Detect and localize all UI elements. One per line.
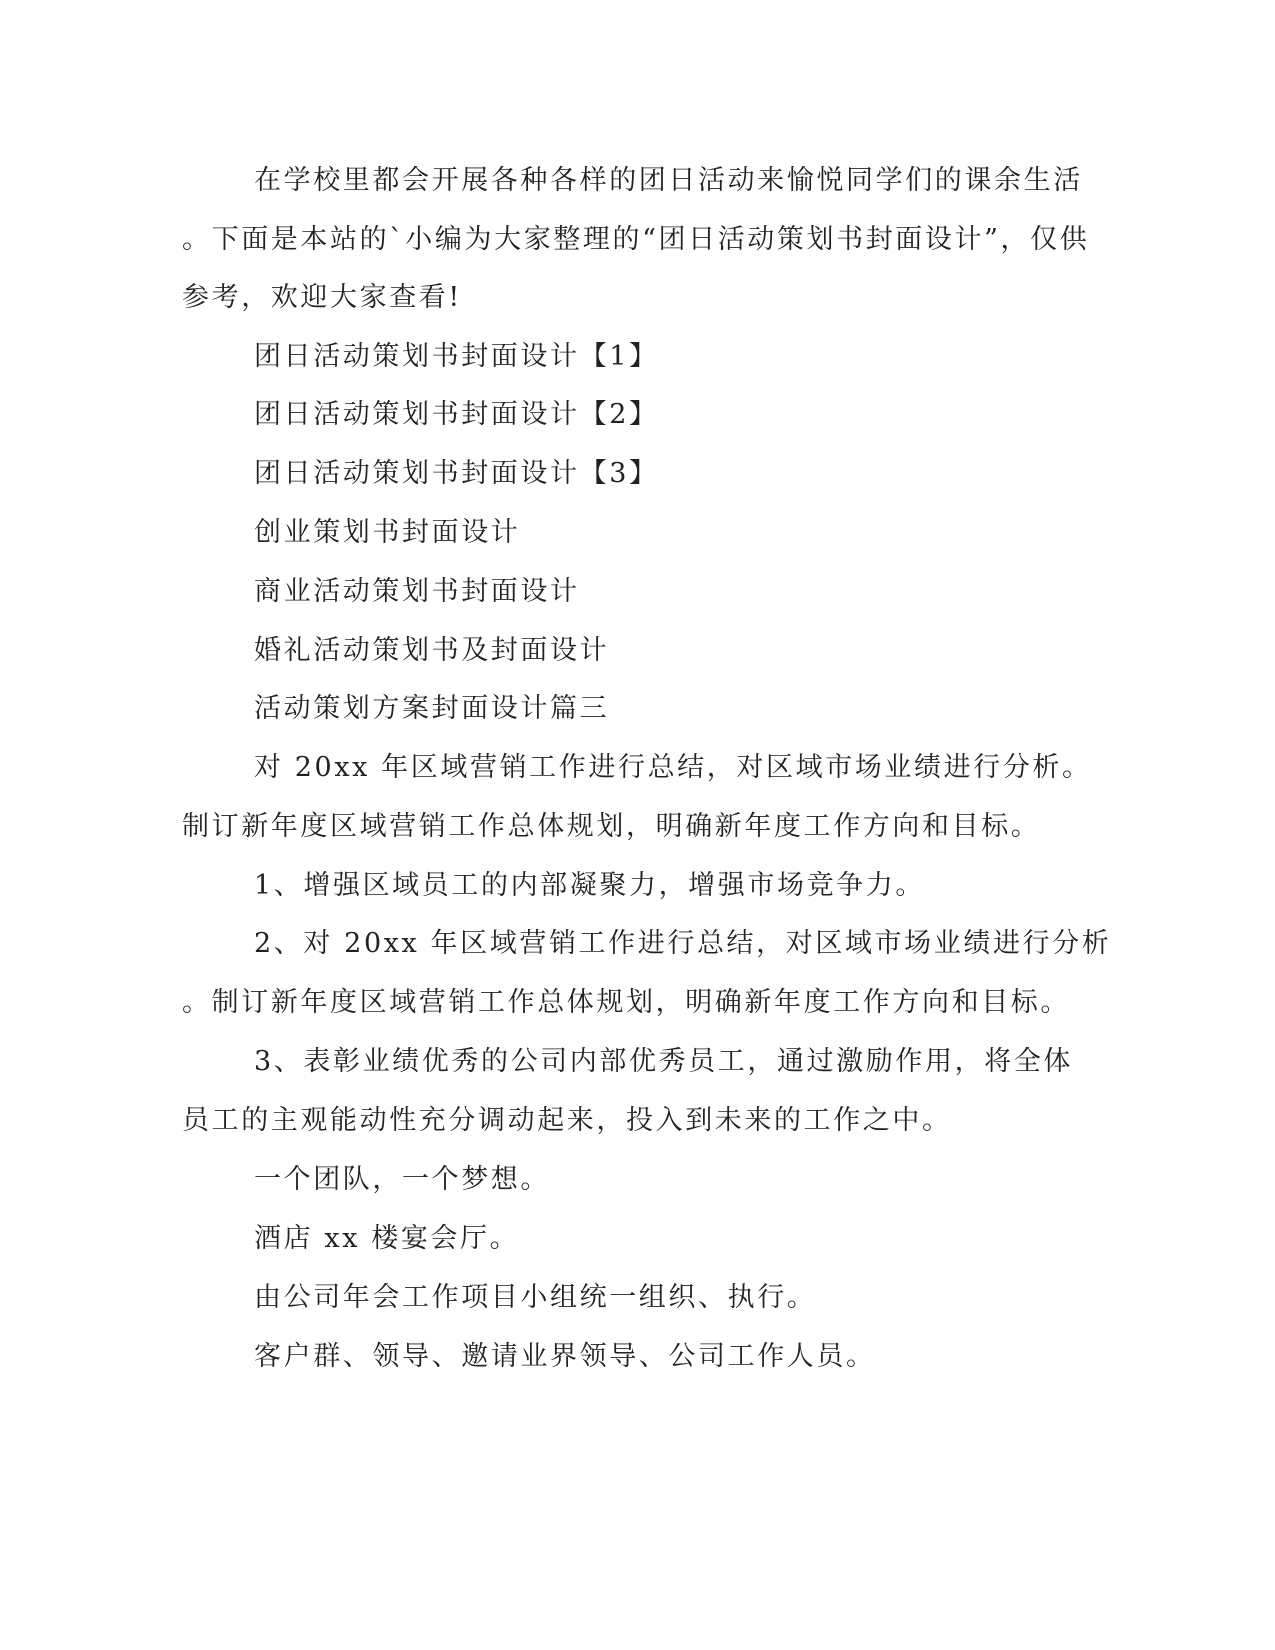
closing-line-3: 由公司年会工作项目小组统一组织、执行。 (254, 1282, 817, 1313)
title-7: 活动策划方案封面设计篇三 (254, 693, 610, 724)
summary-line-2: 制订新年度区域营销工作总体规划，明确新年度工作方向和目标。 (182, 811, 1041, 842)
title-1: 团日活动策划书封面设计【1】 (254, 341, 659, 372)
title-5: 商业活动策划书封面设计 (254, 576, 580, 607)
closing-line-2: 酒店 xx 楼宴会厅。 (254, 1223, 520, 1254)
closing-line-4: 客户群、领导、邀请业界领导、公司工作人员。 (254, 1341, 876, 1372)
title-3: 团日活动策划书封面设计【3】 (254, 458, 659, 489)
item-2-line-1: 2、对 20xx 年区域营销工作进行总结，对区域市场业绩进行分析 (254, 928, 1112, 959)
title-2: 团日活动策划书封面设计【2】 (254, 399, 659, 430)
intro-line-3: 参考，欢迎大家查看! (182, 282, 462, 313)
intro-line-2: 。下面是本站的`小编为大家整理的“团日活动策划书封面设计”，仅供 (182, 224, 1090, 255)
item-2-line-2: 。制订新年度区域营销工作总体规划，明确新年度工作方向和目标。 (182, 987, 1070, 1018)
summary-line-1: 对 20xx 年区域营销工作进行总结，对区域市场业绩进行分析。 (254, 752, 1092, 783)
title-4: 创业策划书封面设计 (254, 517, 521, 548)
item-3-line-1: 3、表彰业绩优秀的公司内部优秀员工，通过激励作用，将全体 (254, 1046, 1073, 1077)
title-6: 婚礼活动策划书及封面设计 (254, 635, 610, 666)
item-1: 1、增强区域员工的内部凝聚力，增强市场竞争力。 (254, 870, 925, 901)
closing-line-1: 一个团队，一个梦想。 (254, 1164, 550, 1195)
intro-line-1: 在学校里都会开展各种各样的团日活动来愉悦同学们的课余生活 (254, 165, 1083, 196)
item-3-line-2: 员工的主观能动性充分调动起来，投入到未来的工作之中。 (182, 1105, 952, 1136)
